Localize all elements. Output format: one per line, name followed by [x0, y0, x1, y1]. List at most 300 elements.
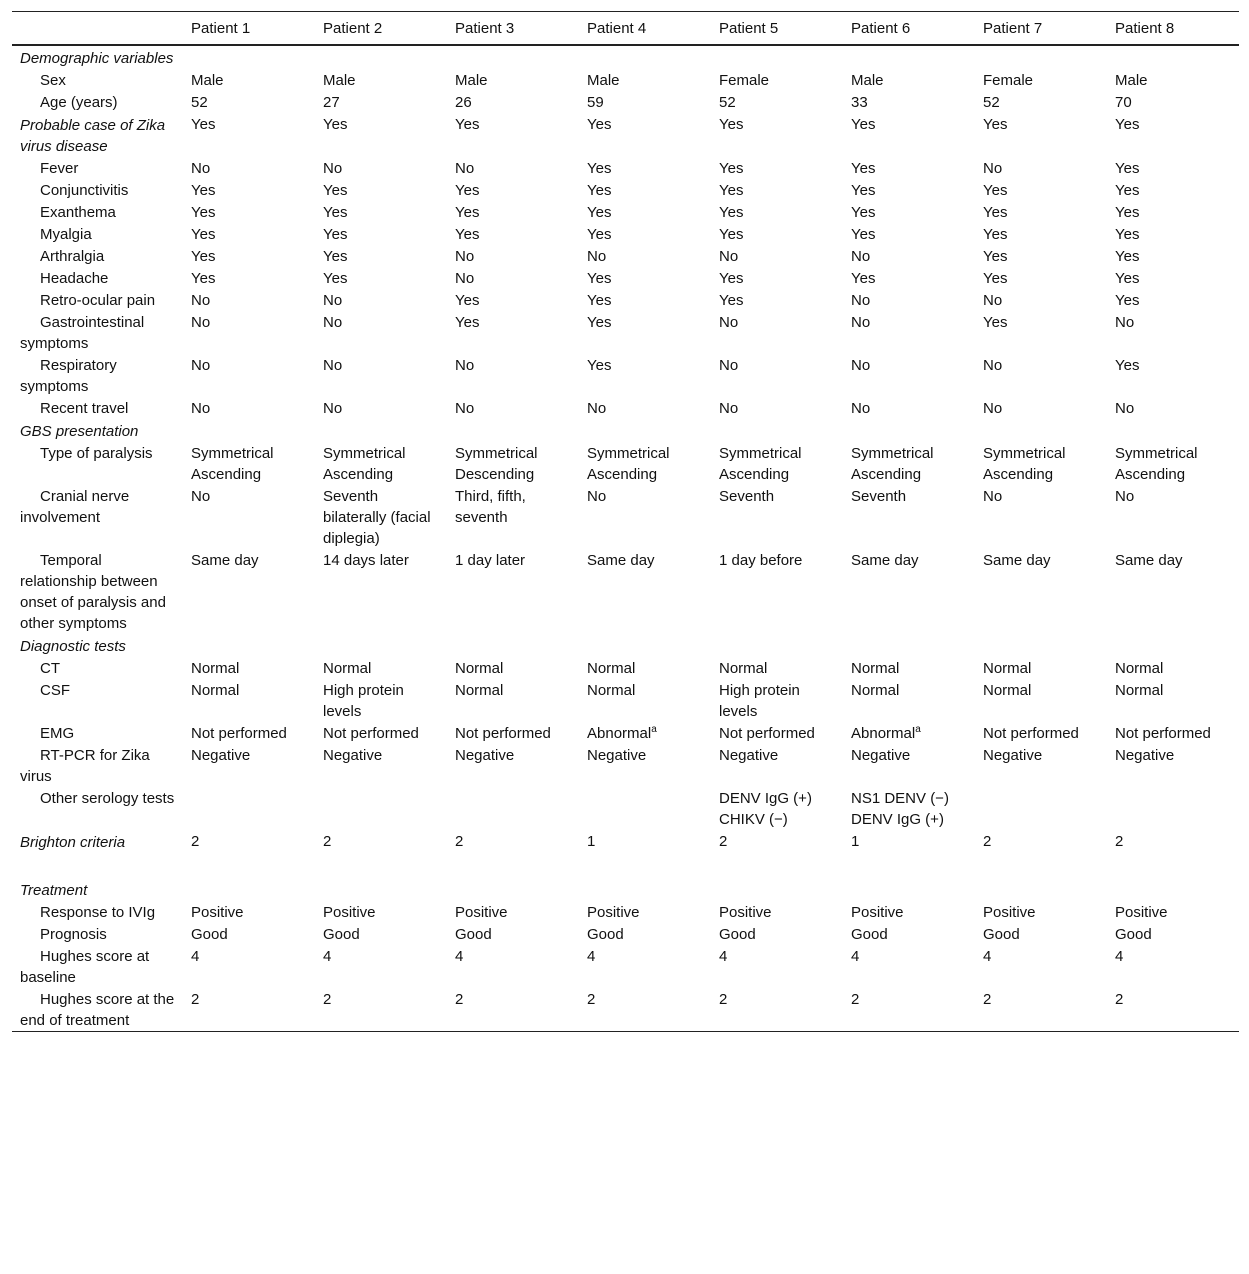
cell-patient-2: [315, 657, 447, 679]
header-cell-empty: [12, 12, 183, 46]
cell-patient-2: [315, 830, 447, 853]
cell-patient-3: [447, 787, 579, 830]
cell-patient-4: [579, 179, 711, 201]
cell-value: Yes: [1115, 160, 1140, 177]
cell-patient-3: [447, 549, 579, 634]
section-row: [12, 830, 1239, 853]
cell-patient-8: [1107, 419, 1239, 442]
cell-patient-6: [843, 722, 975, 744]
cell-value-line: CHIKV (−): [719, 811, 788, 828]
row-label: [12, 853, 183, 878]
cell-value: Good: [455, 926, 492, 943]
cell-patient-8: [1107, 679, 1239, 722]
cell-value: Same day: [587, 552, 655, 569]
cell-patient-6: [843, 157, 975, 179]
row-label: [12, 419, 183, 442]
cell-value: Yes: [719, 116, 744, 133]
cell-value: Yes: [1115, 116, 1140, 133]
cell-patient-7: [975, 878, 1107, 901]
cell-patient-3: [447, 267, 579, 289]
header-cell-patient-1: Patient 1: [191, 20, 251, 37]
cell-patient-7: [975, 69, 1107, 91]
cell-value: Normal: [191, 660, 240, 677]
spacer-row: [12, 853, 1239, 878]
cell-value: 33: [851, 94, 868, 111]
row-label-text: Conjunctivitis: [40, 182, 129, 199]
row-label-text: CSF: [40, 682, 70, 699]
cell-patient-2: [315, 157, 447, 179]
cell-patient-3: [447, 945, 579, 988]
cell-value: 4: [1115, 948, 1124, 965]
cell-patient-3: [447, 988, 579, 1032]
row-label-text: RT-PCR for Zika virus: [20, 747, 150, 785]
header-cell-patient-4: Patient 4: [587, 20, 647, 37]
cell-patient-8: [1107, 549, 1239, 634]
cell-patient-6: [843, 830, 975, 853]
table-row: [12, 988, 1239, 1032]
cell-value: Good: [1115, 926, 1152, 943]
cell-patient-7: [975, 201, 1107, 223]
row-label: [12, 113, 183, 157]
cell-value: Negative: [455, 747, 515, 764]
cell-value: No: [323, 160, 343, 177]
cell-patient-2: [315, 853, 447, 878]
cell-value: Yes: [983, 248, 1008, 265]
cell-value: Yes: [719, 292, 744, 309]
cell-patient-4: [579, 549, 711, 634]
cell-patient-3: [447, 245, 579, 267]
cell-patient-6: [843, 69, 975, 91]
cell-value: Yes: [323, 248, 348, 265]
cell-patient-5: [711, 45, 843, 69]
table-row: [12, 744, 1239, 787]
cell-patient-1: [183, 830, 315, 853]
row-label: [12, 744, 183, 787]
row-label: [12, 722, 183, 744]
cell-value: No: [323, 400, 343, 417]
cell-value: No: [587, 488, 607, 505]
row-label: [12, 923, 183, 945]
cell-value: No: [587, 248, 607, 265]
cell-patient-3: [447, 201, 579, 223]
cell-patient-2: [315, 988, 447, 1032]
cell-value: Negative: [191, 747, 251, 764]
cell-value: 1 day before: [719, 552, 803, 569]
cell-patient-2: [315, 634, 447, 657]
cell-patient-1: [183, 787, 315, 830]
cell-patient-8: [1107, 245, 1239, 267]
cell-patient-3: [447, 878, 579, 901]
cell-value: Yes: [323, 270, 348, 287]
cell-value-line: DENV IgG (+): [851, 811, 944, 828]
cell-patient-2: [315, 722, 447, 744]
cell-patient-2: [315, 354, 447, 397]
row-label: [12, 157, 183, 179]
cell-value: Yes: [191, 204, 216, 221]
cell-patient-4: [579, 267, 711, 289]
cell-patient-6: [843, 397, 975, 419]
cell-value: 4: [983, 948, 992, 965]
cell-patient-4: [579, 442, 711, 485]
row-label: [12, 485, 183, 549]
cell-patient-5: [711, 245, 843, 267]
cell-patient-5: [711, 878, 843, 901]
cell-value: 2: [719, 833, 728, 850]
cell-patient-7: [975, 722, 1107, 744]
cell-value: Normal: [1115, 682, 1164, 699]
cell-patient-8: [1107, 201, 1239, 223]
cell-patient-6: [843, 923, 975, 945]
row-label: [12, 988, 183, 1032]
cell-patient-4: [579, 988, 711, 1032]
cell-value: Yes: [719, 270, 744, 287]
cell-value: No: [587, 400, 607, 417]
row-label: [12, 901, 183, 923]
cell-patient-8: [1107, 878, 1239, 901]
cell-value: No: [983, 488, 1003, 505]
cell-patient-8: [1107, 853, 1239, 878]
cell-patient-8: [1107, 722, 1239, 744]
cell-patient-3: [447, 311, 579, 354]
cell-patient-2: [315, 419, 447, 442]
cell-patient-1: [183, 744, 315, 787]
cell-patient-4: [579, 923, 711, 945]
cell-value: Not performed: [455, 725, 551, 742]
cell-patient-4: [579, 945, 711, 988]
row-label-text: Gastrointestinal symptoms: [20, 314, 145, 352]
cell-patient-1: [183, 179, 315, 201]
cell-patient-1: [183, 923, 315, 945]
cell-patient-7: [975, 289, 1107, 311]
cell-value-line: Symmetrical: [1115, 445, 1198, 462]
row-label-text: Diagnostic tests: [20, 638, 126, 655]
header-cell-patient-5: Patient 5: [719, 20, 779, 37]
cell-patient-3: [447, 923, 579, 945]
cell-patient-1: [183, 945, 315, 988]
cell-value: No: [191, 488, 211, 505]
cell-value: High protein levels: [719, 682, 800, 720]
cell-patient-6: [843, 988, 975, 1032]
cell-value: 4: [191, 948, 200, 965]
table-row: [12, 201, 1239, 223]
cell-value: Positive: [455, 904, 508, 921]
row-label-text: CT: [40, 660, 60, 677]
row-label-text: Other serology tests: [40, 790, 175, 807]
cell-value: No: [191, 400, 211, 417]
cell-patient-1: [183, 91, 315, 113]
table-row: [12, 223, 1239, 245]
cell-value: No: [323, 357, 343, 374]
cell-patient-6: [843, 91, 975, 113]
cell-patient-6: [843, 179, 975, 201]
cell-patient-7: [975, 419, 1107, 442]
cell-value: No: [455, 160, 475, 177]
header-cell-patient-7: Patient 7: [983, 20, 1043, 37]
cell-value: Abnormal: [587, 725, 652, 742]
cell-patient-8: [1107, 657, 1239, 679]
cell-value: No: [1115, 488, 1135, 505]
row-label-text: Demographic variables: [20, 50, 174, 67]
cell-value: Good: [983, 926, 1020, 943]
cell-value: Positive: [719, 904, 772, 921]
cell-value: 4: [455, 948, 464, 965]
cell-patient-4: [579, 45, 711, 69]
cell-value: Normal: [323, 660, 372, 677]
table-row: [12, 91, 1239, 113]
cell-value: No: [323, 292, 343, 309]
cell-patient-7: [975, 267, 1107, 289]
cell-patient-6: [843, 354, 975, 397]
cell-patient-3: [447, 853, 579, 878]
cell-patient-3: [447, 45, 579, 69]
row-label: [12, 442, 183, 485]
row-label: [12, 289, 183, 311]
cell-value: Same day: [983, 552, 1051, 569]
cell-patient-3: [447, 634, 579, 657]
cell-value: Yes: [455, 116, 480, 133]
cell-value: 2: [983, 833, 992, 850]
cell-value: 59: [587, 94, 604, 111]
cell-value: Normal: [719, 660, 768, 677]
patient-characteristics-table: [12, 11, 1239, 1032]
row-label: [12, 679, 183, 722]
header-cell-patient-2: Patient 2: [323, 20, 383, 37]
cell-patient-2: [315, 787, 447, 830]
cell-value: Yes: [1115, 270, 1140, 287]
cell-value: Yes: [983, 116, 1008, 133]
cell-value: 2: [455, 991, 464, 1008]
cell-patient-2: [315, 201, 447, 223]
cell-value: 52: [983, 94, 1000, 111]
cell-value: 2: [191, 991, 200, 1008]
cell-value: Abnormal: [851, 725, 916, 742]
table-row: [12, 397, 1239, 419]
cell-patient-1: [183, 201, 315, 223]
cell-value-line: Ascending: [191, 466, 262, 483]
cell-value: Yes: [719, 182, 744, 199]
cell-value: Yes: [191, 248, 216, 265]
cell-value: Seventh: [851, 488, 907, 505]
row-label: [12, 945, 183, 988]
cell-patient-1: [183, 157, 315, 179]
cell-value-line: Ascending: [983, 466, 1054, 483]
cell-value: No: [851, 314, 871, 331]
cell-patient-5: [711, 744, 843, 787]
table-row: [12, 787, 1239, 830]
cell-patient-8: [1107, 923, 1239, 945]
row-label: [12, 91, 183, 113]
table-row: [12, 923, 1239, 945]
cell-patient-8: [1107, 901, 1239, 923]
row-label: [12, 245, 183, 267]
cell-patient-7: [975, 657, 1107, 679]
cell-value: 27: [323, 94, 340, 111]
cell-value: 2: [719, 991, 728, 1008]
table-body: [12, 45, 1239, 1032]
cell-patient-1: [183, 853, 315, 878]
cell-value: Female: [719, 72, 770, 89]
cell-patient-2: [315, 289, 447, 311]
cell-patient-7: [975, 853, 1107, 878]
row-label-text: Type of paralysis: [40, 445, 153, 462]
row-label-text: Respiratory symptoms: [20, 357, 117, 395]
cell-patient-8: [1107, 787, 1239, 830]
cell-patient-3: [447, 69, 579, 91]
cell-patient-6: [843, 679, 975, 722]
table-row: [12, 354, 1239, 397]
section-row: [12, 45, 1239, 69]
row-label-text: GBS presentation: [20, 423, 139, 440]
cell-value-line: NS1 DENV (−): [851, 790, 949, 807]
cell-value: Yes: [1115, 292, 1140, 309]
row-label: [12, 830, 183, 853]
cell-value-line: Ascending: [851, 466, 922, 483]
cell-value: Not performed: [719, 725, 815, 742]
cell-patient-7: [975, 744, 1107, 787]
cell-patient-8: [1107, 397, 1239, 419]
cell-value: 4: [719, 948, 728, 965]
cell-value: Normal: [191, 682, 240, 699]
cell-patient-1: [183, 657, 315, 679]
cell-patient-6: [843, 878, 975, 901]
cell-patient-6: [843, 787, 975, 830]
row-label: [12, 397, 183, 419]
cell-patient-5: [711, 354, 843, 397]
cell-value: No: [455, 270, 475, 287]
table-row: [12, 945, 1239, 988]
cell-value: No: [455, 357, 475, 374]
cell-patient-5: [711, 634, 843, 657]
cell-patient-7: [975, 311, 1107, 354]
cell-patient-1: [183, 878, 315, 901]
cell-value: High protein levels: [323, 682, 404, 720]
cell-value: No: [851, 400, 871, 417]
row-label-text: Treatment: [20, 882, 88, 899]
cell-patient-2: [315, 945, 447, 988]
table-row: [12, 722, 1239, 744]
table-row: [12, 311, 1239, 354]
cell-value: 4: [323, 948, 332, 965]
row-label: [12, 267, 183, 289]
cell-patient-1: [183, 634, 315, 657]
cell-patient-3: [447, 657, 579, 679]
cell-patient-3: [447, 679, 579, 722]
cell-patient-2: [315, 245, 447, 267]
cell-value: Yes: [323, 204, 348, 221]
cell-patient-1: [183, 245, 315, 267]
cell-patient-4: [579, 419, 711, 442]
cell-patient-2: [315, 179, 447, 201]
cell-value-line: Symmetrical: [719, 445, 802, 462]
row-label: [12, 201, 183, 223]
row-label-text: Probable case of Zika virus disease: [20, 117, 166, 155]
cell-value: No: [719, 400, 739, 417]
cell-value: Yes: [455, 292, 480, 309]
row-label-text: Hughes score at baseline: [20, 948, 150, 986]
cell-value: Normal: [851, 682, 900, 699]
cell-patient-4: [579, 679, 711, 722]
cell-value: Male: [1115, 72, 1148, 89]
cell-patient-6: [843, 201, 975, 223]
row-label: [12, 354, 183, 397]
cell-value: Same day: [851, 552, 919, 569]
cell-value: No: [851, 248, 871, 265]
row-label-text: Age (years): [40, 94, 118, 111]
cell-value: Yes: [587, 116, 612, 133]
cell-value: Yes: [851, 226, 876, 243]
cell-patient-6: [843, 245, 975, 267]
cell-patient-4: [579, 657, 711, 679]
cell-value: No: [719, 314, 739, 331]
cell-value: No: [455, 400, 475, 417]
cell-patient-1: [183, 549, 315, 634]
cell-patient-1: [183, 267, 315, 289]
cell-value: 1: [587, 833, 596, 850]
cell-patient-7: [975, 91, 1107, 113]
cell-patient-1: [183, 69, 315, 91]
cell-patient-5: [711, 901, 843, 923]
header-cell-patient-8: Patient 8: [1115, 20, 1175, 37]
table-row: [12, 267, 1239, 289]
cell-patient-6: [843, 901, 975, 923]
cell-patient-4: [579, 223, 711, 245]
cell-patient-7: [975, 679, 1107, 722]
cell-value: Yes: [587, 292, 612, 309]
cell-patient-1: [183, 901, 315, 923]
cell-value: No: [191, 314, 211, 331]
cell-value: 2: [983, 991, 992, 1008]
cell-patient-3: [447, 289, 579, 311]
row-label-text: Cranial nerve involvement: [20, 488, 130, 526]
cell-value-line: Symmetrical: [983, 445, 1066, 462]
cell-patient-1: [183, 442, 315, 485]
cell-patient-3: [447, 113, 579, 157]
row-label: [12, 69, 183, 91]
row-label-text: EMG: [40, 725, 75, 742]
cell-patient-5: [711, 853, 843, 878]
cell-patient-2: [315, 223, 447, 245]
cell-value: Yes: [587, 182, 612, 199]
cell-value: No: [1115, 314, 1135, 331]
cell-value: Third, fifth, seventh: [455, 488, 526, 526]
cell-value-line: Symmetrical: [587, 445, 670, 462]
cell-patient-4: [579, 634, 711, 657]
cell-patient-3: [447, 419, 579, 442]
row-label: [12, 549, 183, 634]
cell-value: Yes: [1115, 226, 1140, 243]
cell-value: Yes: [851, 270, 876, 287]
cell-value: No: [719, 248, 739, 265]
cell-value: Seventh bilaterally (facial diplegia): [323, 488, 431, 547]
cell-value: No: [983, 160, 1003, 177]
table-row: [12, 657, 1239, 679]
cell-patient-3: [447, 223, 579, 245]
cell-patient-7: [975, 830, 1107, 853]
cell-value: Negative: [1115, 747, 1175, 764]
footnote-marker: a: [651, 724, 657, 735]
cell-patient-2: [315, 91, 447, 113]
cell-patient-5: [711, 485, 843, 549]
cell-value: 2: [323, 991, 332, 1008]
row-label-text: Response to IVIg: [40, 904, 156, 921]
cell-value: Negative: [719, 747, 779, 764]
cell-value: Normal: [587, 660, 636, 677]
cell-patient-3: [447, 179, 579, 201]
cell-patient-6: [843, 311, 975, 354]
cell-patient-6: [843, 267, 975, 289]
row-label-text: Retro-ocular pain: [40, 292, 156, 309]
cell-patient-4: [579, 289, 711, 311]
